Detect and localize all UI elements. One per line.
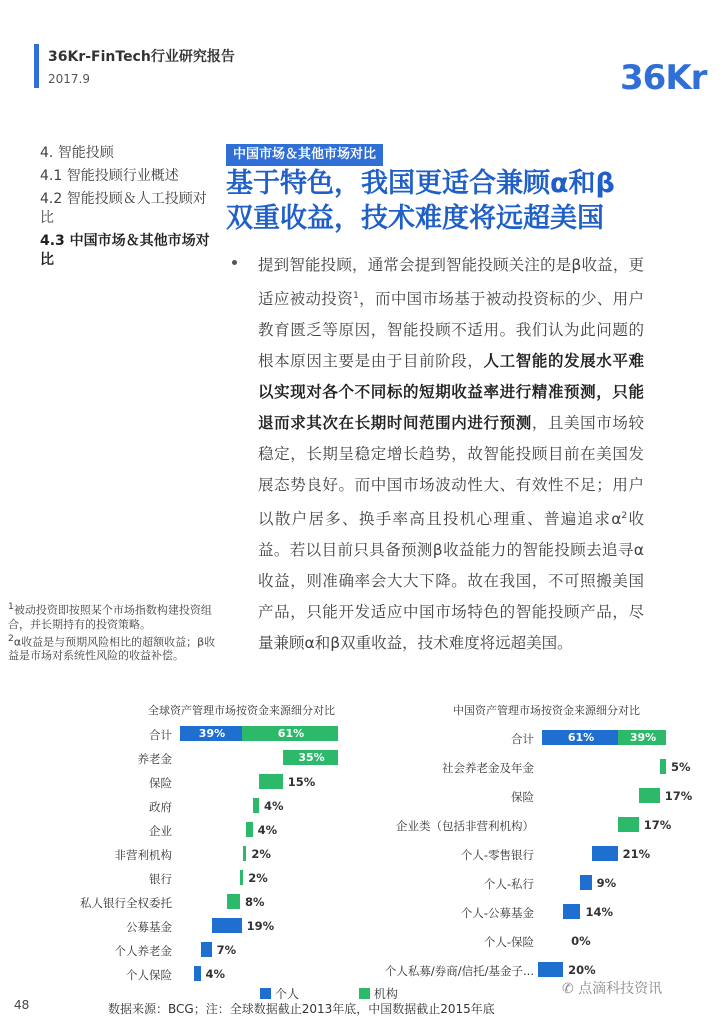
row-label: 企业 <box>149 824 172 838</box>
legend-label-individual: 个人 <box>275 987 300 1001</box>
section-tag: 中国市场＆其他市场对比 <box>226 144 383 166</box>
data-bar <box>538 962 563 977</box>
legend-swatch-individual <box>260 988 271 999</box>
data-bar <box>660 759 666 774</box>
bar-value-label: 17% <box>643 818 672 832</box>
bar-value-label: 19% <box>246 919 275 933</box>
row-label: 私人银行全权委托 <box>80 896 172 910</box>
row-label: 个人-私行 <box>483 877 534 891</box>
chart-title: 全球资产管理市场按资金来源细分对比 <box>148 704 335 717</box>
report-date: 2017.9 <box>48 72 90 86</box>
data-bar <box>592 846 618 861</box>
row-label: 社会养老金及年金 <box>442 761 534 775</box>
total-label-individual: 61% <box>567 731 595 744</box>
row-label: 保险 <box>149 776 172 790</box>
wechat-icon: ✆ <box>562 981 574 997</box>
total-label-institution: 39% <box>629 731 657 744</box>
report-title: 36Kr-FinTech行业研究报告 <box>48 49 235 65</box>
data-bar <box>212 918 242 933</box>
bar-value-label: 4% <box>257 823 278 837</box>
bar-value-label: 9% <box>596 876 617 890</box>
bar-value-label: 21% <box>622 847 651 861</box>
logo-text: 36Kr <box>620 58 707 98</box>
footnote-ref-2: 2 <box>621 511 628 522</box>
body-text-1: 提到智能投顾，通常会提到智能投顾关注的是β收益，更适应被动投资 <box>258 256 644 309</box>
body-text-3: ，且美国市场较稳定，长期呈稳定增长趋势，故智能投顾目前在美国发展态势良好。而中国市场波动性大、有效性不足；用户以散户居多、换手率高且投机心理重、普遍追求α <box>258 414 644 529</box>
row-label: 个人私募/券商/信托/基金子... <box>384 964 534 978</box>
nav-item-4-3[interactable]: 4.3 中国市场＆其他市场对比 <box>40 233 210 268</box>
footnote-2: α收益是与预期风险相比的超额收益；β收益是市场对系统性风险的收益补偿。 <box>8 635 216 663</box>
row-label: 银行 <box>149 872 172 886</box>
nav-item-4-1[interactable]: 4.1 智能投顾行业概述 <box>40 168 179 184</box>
nav-item-4[interactable]: 4. 智能投顾 <box>40 145 114 161</box>
data-bar <box>259 774 283 789</box>
row-label: 政府 <box>149 800 172 814</box>
footnote-mark-2: 2 <box>8 632 14 644</box>
legend-swatch-institution <box>359 988 370 999</box>
data-bar <box>253 798 259 813</box>
data-bar <box>580 875 591 890</box>
bar-value-label: 15% <box>287 775 316 789</box>
row-label: 个人-保险 <box>483 935 534 949</box>
body-text-2: ，而中国市场基于被动投资标的少、用户教育匮乏等原因，智能投顾不适用。我们认为此问题的根本原因主要是由于目前阶段， <box>258 290 644 371</box>
row-label: 个人保险 <box>126 968 172 982</box>
row-label: 个人养老金 <box>114 944 172 958</box>
row-label: 合计 <box>511 732 534 746</box>
bar-value-label: 2% <box>251 847 271 861</box>
data-bar <box>227 894 240 909</box>
data-bar <box>246 822 252 837</box>
footnotes <box>8 600 220 663</box>
row-label: 养老金 <box>137 752 172 766</box>
brand-logo <box>620 58 707 106</box>
bar-value-label: 0% <box>571 934 591 948</box>
row-label: 个人-零售银行 <box>460 848 534 862</box>
bar-value-label: 2% <box>248 871 268 885</box>
headline-line-1: 基于特色，我国更适合兼顾α和β <box>226 168 615 199</box>
data-bar <box>243 846 246 861</box>
page-number: 48 <box>14 998 30 1012</box>
bar-value-label: 5% <box>671 760 691 774</box>
headline <box>226 166 656 236</box>
data-source: 数据来源：BCG；注：全球数据截止2013年底，中国数据截止2015年底 <box>108 1002 495 1016</box>
section-nav <box>40 144 220 274</box>
nav-item-4-2[interactable]: 4.2 智能投顾＆人工投顾对比 <box>40 191 207 226</box>
row-label: 个人-公募基金 <box>460 906 534 920</box>
body-paragraph <box>258 250 644 659</box>
bar-value-label: 14% <box>585 905 613 919</box>
data-bar <box>201 942 212 957</box>
total-label-institution: 61% <box>277 727 305 740</box>
data-bar <box>194 966 200 981</box>
bar-value-label: 8% <box>245 895 265 909</box>
bar-value-label: 17% <box>664 789 693 803</box>
footnote-mark-1: 1 <box>8 601 14 612</box>
row-label: 合计 <box>149 728 172 742</box>
watermark <box>562 978 662 998</box>
headline-line-2: 双重收益，技术难度将远超美国 <box>226 203 604 234</box>
body-text-4: 收益。若以目前只具备预测β收益能力的智能投顾去追寻α收益，则准确率会大大下降。故在我国，不可照搬美国产品，只能开发适应中国市场特色的智能投顾产品，尽量兼顾α和β双重收益，技术难度将远超美国。 <box>258 510 644 653</box>
legend-label-institution: 机构 <box>373 987 398 1001</box>
bar-value-label: 35% <box>298 751 325 764</box>
bar-value-label: 4% <box>264 799 284 813</box>
row-label: 公募基金 <box>126 920 172 934</box>
bullet-dot <box>232 260 237 265</box>
chart-title: 中国资产管理市场按资金来源细分对比 <box>453 704 640 717</box>
data-bar <box>618 817 639 832</box>
data-bar <box>240 870 243 885</box>
watermark-text: 点滴科技资讯 <box>578 981 663 997</box>
row-label: 保险 <box>511 790 534 804</box>
bar-value-label: 7% <box>216 943 237 957</box>
footnote-ref-1: 1 <box>353 291 359 301</box>
body-bold-1: 人工智能的发展水平难以实现对各个不同标的短期收益率进行精准预测，只能退而求其次在长期时间范围内进行预测 <box>258 352 644 433</box>
footnote-1: 被动投资即按照某个市场指数构建投资组合，并长期持有的投资策略。 <box>8 603 212 631</box>
data-bar <box>639 788 660 803</box>
total-label-individual: 39% <box>198 727 226 740</box>
header-accent-bar <box>34 44 39 88</box>
bar-value-label: 20% <box>568 963 596 977</box>
row-label: 企业类（包括非营利机构） <box>396 819 534 833</box>
row-label: 非营利机构 <box>114 848 172 862</box>
bar-value-label: 4% <box>205 967 226 981</box>
data-bar <box>563 904 580 919</box>
